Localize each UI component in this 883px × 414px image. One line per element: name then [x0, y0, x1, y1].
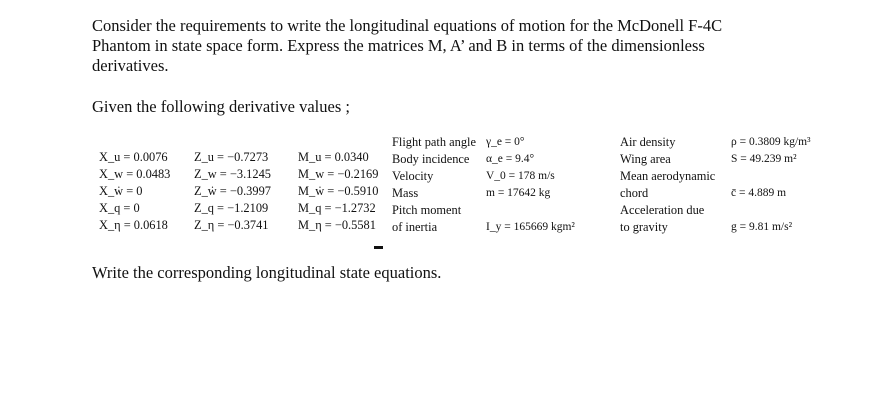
flight-value: V_0 = 178 m/s	[486, 170, 555, 182]
problem-statement	[92, 16, 852, 76]
z-derivative: Z_ẇ = −0.3997	[194, 184, 271, 198]
x-derivative: X_w = 0.0483	[99, 167, 171, 181]
flight-label: Velocity	[392, 169, 434, 183]
x-derivative: X_q = 0	[99, 201, 140, 215]
atmos-value: c̄ = 4.889 m	[731, 187, 787, 199]
m-derivative: M_ẇ = −0.5910	[298, 184, 379, 198]
flight-label: Flight path angle	[392, 135, 476, 149]
flight-label: Mass	[392, 186, 419, 200]
m-derivative: M_η = −0.5581	[298, 218, 376, 232]
problem-line-1: Consider the requirements to write the longitudinal equations of motion for the McDonell F-4C	[92, 16, 723, 35]
z-derivative: Z_w = −3.1245	[194, 167, 271, 181]
atmos-label: to gravity	[620, 220, 668, 234]
flight-value: I_y = 165669 kgm²	[486, 221, 575, 233]
m-derivative: M_u = 0.0340	[298, 150, 369, 164]
atmos-label: Air density	[620, 135, 676, 149]
z-derivative: Z_q = −1.2109	[194, 201, 269, 215]
atmos-value: S = 49.239 m²	[731, 153, 797, 165]
problem-line-3: derivatives.	[92, 56, 169, 75]
flight-value: γ_e = 0°	[486, 136, 525, 148]
flight-label: Body incidence	[392, 152, 470, 166]
given-heading: Given the following derivative values ;	[92, 97, 350, 116]
atmos-value: ρ = 0.3809 kg/m³	[731, 136, 811, 148]
m-derivative: M_w = −0.2169	[298, 167, 379, 181]
atmos-value: g = 9.81 m/s²	[731, 221, 793, 233]
atmos-label: Acceleration due	[620, 203, 705, 217]
task-statement: Write the corresponding longitudinal state equations.	[92, 263, 442, 282]
flight-value: m = 17642 kg	[486, 187, 551, 199]
flight-value: α_e = 9.4°	[486, 153, 535, 165]
z-derivative: Z_u = −0.7273	[194, 150, 269, 164]
atmos-label: Wing area	[620, 152, 671, 166]
atmos-label: Mean aerodynamic	[620, 169, 716, 183]
x-derivative: X_ẇ = 0	[99, 184, 143, 198]
problem-line-2: Phantom in state space form. Express the matrices M, A’ and B in terms of the dimensionless	[92, 36, 705, 55]
z-derivative: Z_η = −0.3741	[194, 218, 269, 232]
x-derivative: X_u = 0.0076	[99, 150, 168, 164]
m-derivative: M_q = −1.2732	[298, 201, 376, 215]
stray-dash-mark	[374, 246, 383, 249]
flight-label: Pitch moment	[392, 203, 462, 217]
x-derivative: X_η = 0.0618	[99, 218, 168, 232]
flight-label: of inertia	[392, 220, 438, 234]
atmos-label: chord	[620, 186, 649, 200]
